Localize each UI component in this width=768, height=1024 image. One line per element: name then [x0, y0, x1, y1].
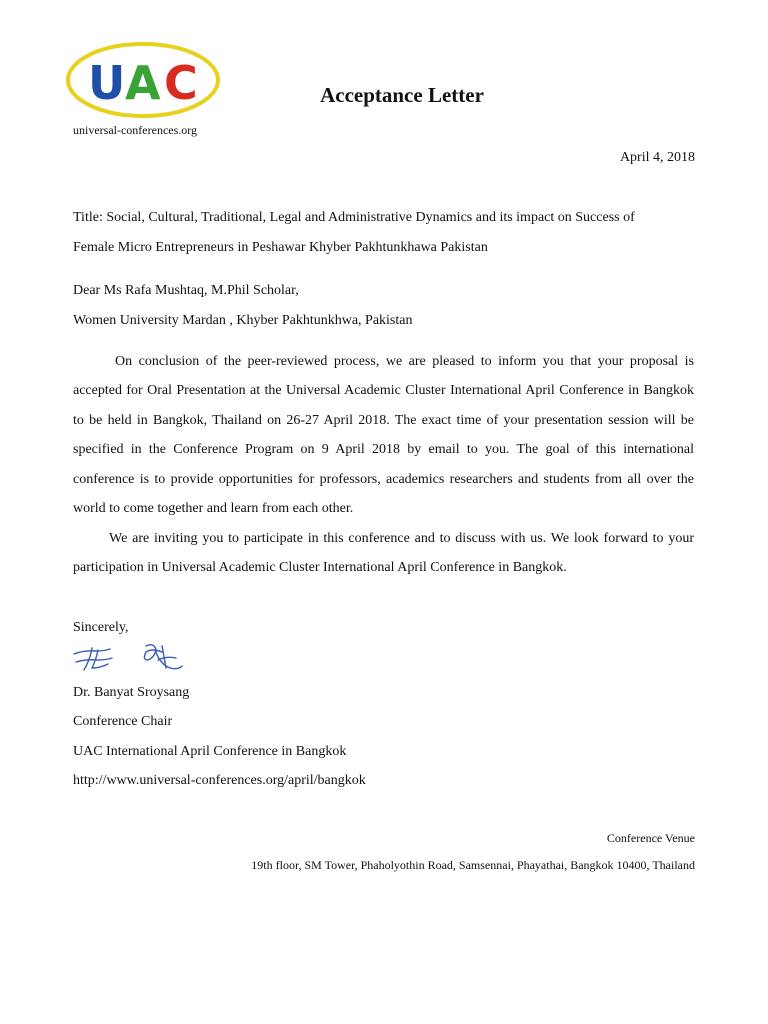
- venue-address: 19th floor, SM Tower, Phaholyothin Road, Samsennai, Phayathai, Bangkok 10400, Thailand: [251, 858, 695, 872]
- signer-name: Dr. Banyat Sroysang: [73, 685, 190, 700]
- subject-line-1: Title: Social, Cultural, Traditional, Legal and Administrative Dynamics and its impact on Success of: [73, 210, 635, 225]
- svg-text:A: A: [125, 56, 161, 110]
- recipient-affiliation: Women University Mardan , Khyber Pakhtunkhwa, Pakistan: [73, 313, 413, 328]
- page-title: Acceptance Letter: [320, 83, 484, 107]
- handwritten-signature: [70, 638, 190, 683]
- signer-organization: UAC International April Conference in Bangkok: [73, 744, 347, 759]
- venue-label: Conference Venue: [606, 831, 695, 845]
- signer-role: Conference Chair: [73, 714, 173, 729]
- svg-text:C: C: [164, 56, 198, 110]
- body-paragraph-1: On conclusion of the peer-reviewed process, we are pleased to inform you that your proposal is accepted for Oral Presentation at the Universal Academic Cluster International April Conference in Bangkok to be held in Bangkok, Thailand on 26-27 April 2018. The exact time of your presentation session will be specified in the Conference Program on 9 April 2018 by email to you. The goal of this international conference is to provide opportunities for professors, academics researchers and students from all over the world to come together and learn from each other.: [73, 354, 694, 517]
- subject-line-2: Female Micro Entrepreneurs in Peshawar Khyber Pakhtunkhawa Pakistan: [73, 240, 488, 255]
- closing: Sincerely,: [73, 620, 129, 635]
- letter-date: April 4, 2018: [619, 150, 695, 165]
- svg-text:U: U: [88, 56, 126, 110]
- logo-url: universal-conferences.org: [73, 123, 198, 137]
- salutation: Dear Ms Rafa Mushtaq, M.Phil Scholar,: [73, 283, 299, 298]
- conference-url[interactable]: http://www.universal-conferences.org/april/bangkok: [73, 773, 366, 788]
- body-paragraph-2: We are inviting you to participate in this conference and to discuss with us. We look forward to your participation in Universal Academic Cluster International April Conference in Bangkok.: [73, 531, 694, 576]
